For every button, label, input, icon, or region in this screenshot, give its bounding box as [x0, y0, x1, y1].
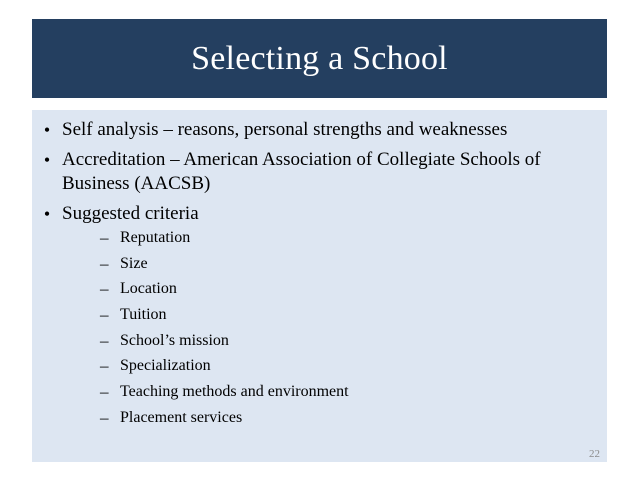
criteria-item: [62, 331, 592, 357]
dash-icon: –: [100, 228, 109, 247]
dash-icon: –: [100, 356, 109, 376]
bullet-dot-icon: •: [43, 150, 51, 170]
criteria-text: School’s mission: [120, 331, 229, 349]
bullet-item: [32, 202, 592, 434]
criteria-item: [62, 356, 592, 382]
bullet-text: Suggested criteria: [62, 203, 199, 224]
dash-icon: –: [100, 330, 109, 350]
bullet-dot-icon: •: [43, 120, 51, 140]
bullet-item: [32, 148, 592, 196]
bullet-dot-icon: •: [43, 204, 51, 224]
criteria-item: [62, 254, 592, 280]
dash-icon: –: [100, 279, 109, 299]
bullet-item: [32, 118, 592, 142]
dash-icon: –: [100, 305, 109, 325]
slide-title: Selecting a School: [191, 39, 448, 77]
bullet-text: Accreditation – American Association of Collegiate Schools of Business (AACSB): [62, 149, 541, 194]
criteria-sub-list: [62, 228, 592, 434]
criteria-item: [62, 382, 592, 408]
criteria-text: Placement services: [120, 408, 243, 426]
criteria-text: Tuition: [120, 306, 167, 324]
criteria-text: Size: [120, 254, 148, 272]
dash-icon: –: [100, 253, 109, 273]
criteria-item: [62, 408, 592, 434]
bullet-list: [32, 118, 592, 440]
criteria-item: [62, 279, 592, 305]
criteria-text: Reputation: [120, 229, 191, 246]
criteria-text: Teaching methods and environment: [120, 383, 349, 401]
dash-icon: –: [100, 407, 109, 427]
criteria-text: Specialization: [120, 357, 211, 375]
slide-title-bar: [32, 19, 607, 98]
page-number: 22: [589, 448, 600, 460]
criteria-item: [62, 305, 592, 331]
bullet-text: Self analysis – reasons, personal strengths and weaknesses: [62, 119, 508, 140]
dash-icon: –: [100, 382, 109, 402]
criteria-item: [62, 228, 592, 254]
criteria-text: Location: [120, 280, 177, 298]
